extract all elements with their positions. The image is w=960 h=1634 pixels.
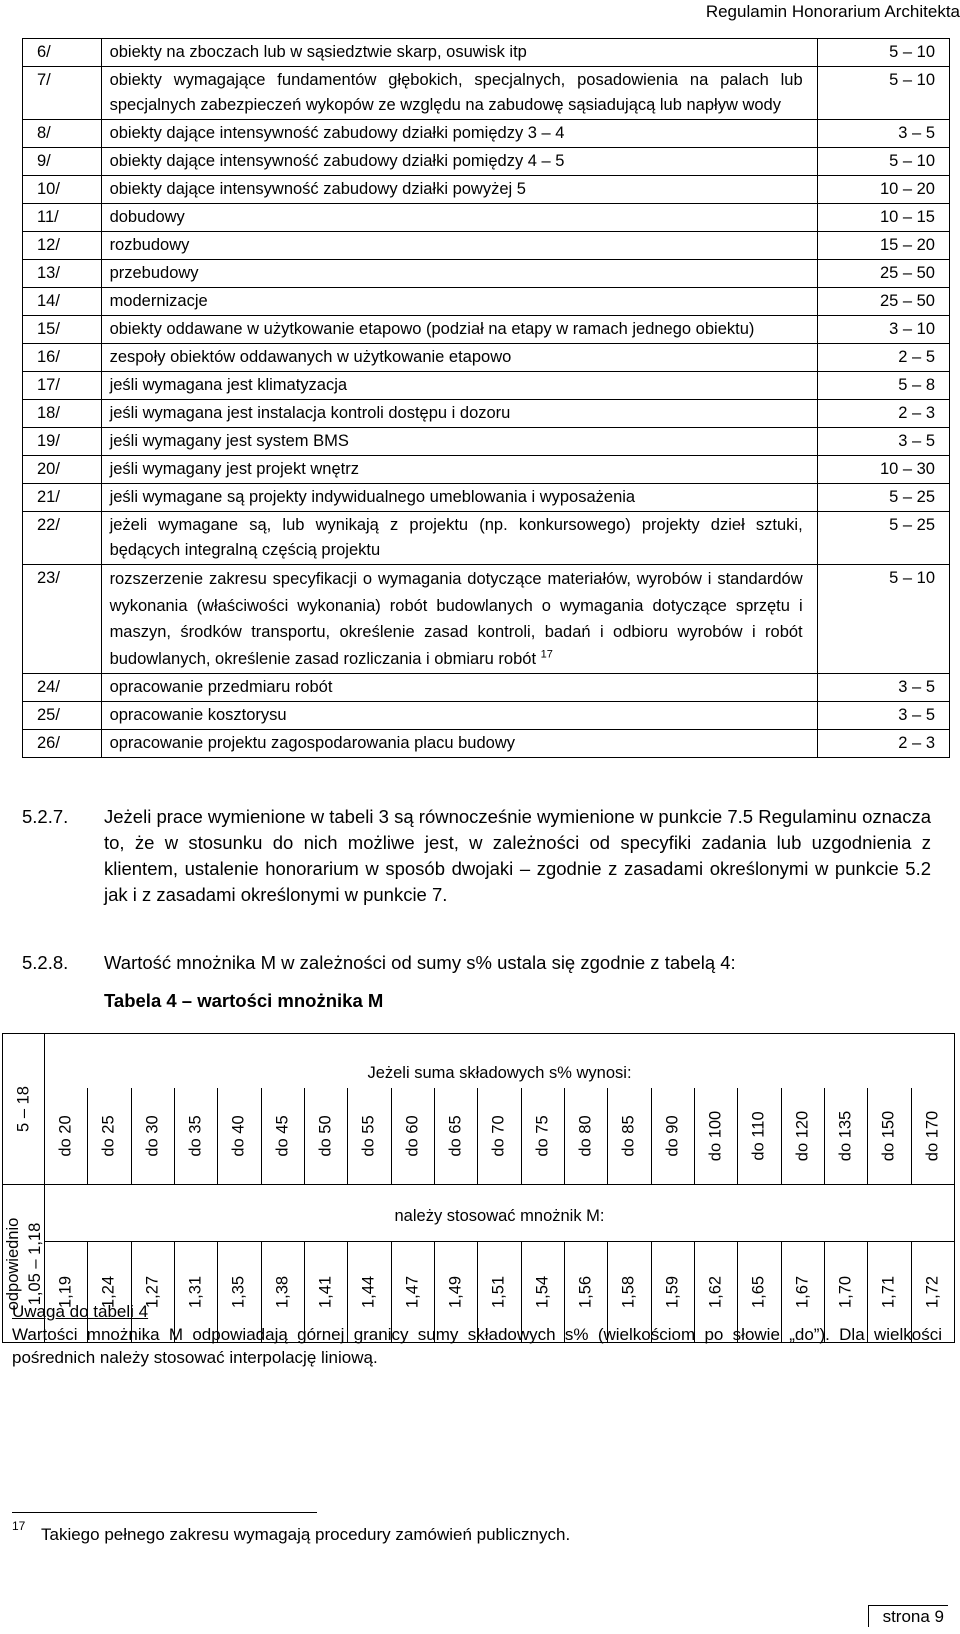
row-description <box>101 288 817 316</box>
threshold-cell <box>521 1088 564 1185</box>
row-number: 24/ <box>23 674 102 702</box>
multiplier-value: 1,24 <box>99 1275 118 1309</box>
multiplier-value: 1,70 <box>836 1275 855 1309</box>
row-value: 3 – 5 <box>817 674 949 702</box>
table-3-continuation <box>22 38 950 758</box>
row-value: 5 – 10 <box>817 565 949 674</box>
threshold-label: do 45 <box>273 1115 292 1157</box>
threshold-cell <box>564 1088 607 1185</box>
page-number: strona 9 <box>868 1605 948 1627</box>
threshold-cell <box>781 1088 824 1185</box>
row-value: 5 – 25 <box>817 484 949 512</box>
row-description-text: jeśli wymagana jest instalacja kontroli dostępu i dozoru <box>109 404 511 422</box>
threshold-cell <box>651 1088 694 1185</box>
row-description-text: jeśli wymagany jest system BMS <box>109 432 349 450</box>
multiplier-value: 1,19 <box>56 1275 75 1309</box>
threshold-label: do 110 <box>749 1111 768 1161</box>
table-row <box>23 674 950 702</box>
row-number: 10/ <box>23 176 102 204</box>
row-description <box>101 232 817 260</box>
threshold-cell <box>304 1088 347 1185</box>
row-description <box>101 730 817 758</box>
threshold-cell <box>478 1088 521 1185</box>
row-number: 26/ <box>23 730 102 758</box>
row-value: 10 – 20 <box>817 176 949 204</box>
row-value: 5 – 10 <box>817 148 949 176</box>
row-number: 21/ <box>23 484 102 512</box>
row-value: 5 – 8 <box>817 372 949 400</box>
multiplier-value: 1,41 <box>316 1275 335 1309</box>
note-title: Uwaga do tabeli 4 <box>12 1302 149 1321</box>
multiplier-value: 1,56 <box>576 1275 595 1309</box>
table-row <box>23 120 950 148</box>
threshold-cell <box>911 1088 954 1185</box>
threshold-label: do 20 <box>56 1115 75 1157</box>
multiplier-value: 1,49 <box>446 1275 465 1309</box>
row-number: 6/ <box>23 39 102 67</box>
paragraph-number: 5.2.7. <box>22 806 69 827</box>
row-description <box>101 260 817 288</box>
multiplier-value: 1,35 <box>229 1275 248 1309</box>
first-range-cell <box>3 1034 45 1185</box>
threshold-label: do 80 <box>576 1115 595 1157</box>
threshold-label: do 40 <box>229 1115 248 1157</box>
row-description <box>101 400 817 428</box>
paragraph-5-2-8 <box>22 950 931 976</box>
first-multiplier-value: 1,05 – 1,18 <box>25 1222 44 1305</box>
table-row <box>23 702 950 730</box>
row-number: 9/ <box>23 148 102 176</box>
row-description-text: rozbudowy <box>109 236 190 254</box>
row-value: 3 – 10 <box>817 316 949 344</box>
row-description-text: jeśli wymagany jest projekt wnętrz <box>109 460 359 478</box>
row-description <box>101 674 817 702</box>
table-row <box>23 428 950 456</box>
threshold-label: do 85 <box>619 1115 638 1157</box>
table-row <box>23 565 950 674</box>
footnote-reference: 17 <box>540 648 553 660</box>
row-number: 14/ <box>23 288 102 316</box>
row-number: 11/ <box>23 204 102 232</box>
table-row <box>23 316 950 344</box>
row-description-text: obiekty dające intensywność zabudowy działki powyżej 5 <box>109 180 526 198</box>
row-value: 10 – 30 <box>817 456 949 484</box>
multiplier-value: 1,58 <box>619 1275 638 1309</box>
table-4-title: Tabela 4 – wartości mnożnika M <box>104 990 384 1011</box>
row-description-text: obiekty wymagające fundamentów głębokich, specjalnych, posadowienia na palach lub specjalnych zabezpieczeń wykopów ze względu na zabudowę sąsiadującą lub napływ wody <box>109 71 803 114</box>
row-value: 10 – 15 <box>817 204 949 232</box>
first-range: 5 – 18 <box>14 1086 32 1132</box>
table-row <box>23 67 950 120</box>
multiplier-value: 1,44 <box>359 1275 378 1309</box>
table-row <box>23 730 950 758</box>
row-description-text: przebudowy <box>109 264 199 282</box>
row-value: 2 – 3 <box>817 400 949 428</box>
row-value: 5 – 10 <box>817 39 949 67</box>
row-description <box>101 484 817 512</box>
multiplier-value: 1,31 <box>186 1275 205 1309</box>
row-description-text: obiekty oddawane w użytkowanie etapowo (podział na etapy w ramach jednego obiektu) <box>109 320 755 338</box>
row-description-text: jeśli wymagana jest klimatyzacja <box>109 376 348 394</box>
threshold-label: do 60 <box>403 1115 422 1157</box>
table-row <box>23 204 950 232</box>
row-value: 15 – 20 <box>817 232 949 260</box>
footnote-number: 17 <box>12 1519 26 1533</box>
threshold-cell <box>131 1088 174 1185</box>
row-description-text: modernizacje <box>109 292 208 310</box>
row-value: 25 – 50 <box>817 288 949 316</box>
row-number: 12/ <box>23 232 102 260</box>
note-text: Wartości mnożnika M odpowiadają górnej granicy sumy składowych s% (wielkościom po słowie „do”). Dla wielkości pośrednich należy stosować interpolację liniową. <box>12 1325 942 1367</box>
threshold-cell <box>738 1088 781 1185</box>
row-description <box>101 67 817 120</box>
table-row <box>23 456 950 484</box>
row-number: 8/ <box>23 120 102 148</box>
row-description <box>101 428 817 456</box>
threshold-cell <box>261 1088 304 1185</box>
multiplier-value: 1,65 <box>749 1275 768 1309</box>
row-number: 7/ <box>23 67 102 120</box>
row-value: 3 – 5 <box>817 428 949 456</box>
threshold-cell <box>88 1088 131 1185</box>
first-multiplier <box>2 1217 46 1310</box>
table-row <box>23 288 950 316</box>
row-description <box>101 39 817 67</box>
row-description-text: dobudowy <box>109 208 185 226</box>
threshold-label: do 75 <box>533 1115 552 1157</box>
row-number: 20/ <box>23 456 102 484</box>
row-description <box>101 176 817 204</box>
threshold-cell <box>608 1088 651 1185</box>
threshold-cell <box>174 1088 217 1185</box>
table-row <box>23 260 950 288</box>
threshold-label: do 30 <box>143 1115 162 1157</box>
caption-top: Jeżeli suma składowych s% wynosi: <box>45 1034 955 1089</box>
threshold-label: do 55 <box>359 1115 378 1157</box>
row-description <box>101 702 817 730</box>
row-number: 22/ <box>23 512 102 565</box>
paragraph-5-2-7 <box>22 804 931 908</box>
paragraph-number: 5.2.8. <box>22 952 69 973</box>
table-row <box>23 232 950 260</box>
row-value: 25 – 50 <box>817 260 949 288</box>
row-description <box>101 204 817 232</box>
threshold-label: do 170 <box>923 1110 942 1162</box>
multiplier-value: 1,72 <box>923 1275 942 1309</box>
table-4-note <box>12 1300 942 1369</box>
threshold-cell <box>391 1088 434 1185</box>
multiplier-value: 1,59 <box>663 1275 682 1309</box>
row-value: 2 – 3 <box>817 730 949 758</box>
threshold-cell <box>824 1088 867 1185</box>
table-row <box>23 400 950 428</box>
table-4-multiplier <box>2 1033 955 1343</box>
table-row <box>23 484 950 512</box>
row-number: 18/ <box>23 400 102 428</box>
row-value: 2 – 5 <box>817 344 949 372</box>
row-description-text: opracowanie przedmiaru robót <box>109 678 333 696</box>
first-multiplier-label: odpowiednio <box>3 1217 22 1310</box>
row-description-text: jeśli wymagane są projekty indywidualnego umeblowania i wyposażenia <box>109 488 636 506</box>
threshold-cell <box>218 1088 261 1185</box>
table-row <box>23 39 950 67</box>
footnote <box>12 1519 571 1545</box>
threshold-label: do 90 <box>663 1115 682 1157</box>
row-value: 5 – 10 <box>817 67 949 120</box>
threshold-label: do 100 <box>706 1110 725 1162</box>
row-number: 19/ <box>23 428 102 456</box>
row-description <box>101 456 817 484</box>
threshold-cell <box>868 1088 911 1185</box>
row-value: 3 – 5 <box>817 702 949 730</box>
threshold-label: do 70 <box>489 1115 508 1157</box>
row-number: 15/ <box>23 316 102 344</box>
row-number: 17/ <box>23 372 102 400</box>
row-description <box>101 372 817 400</box>
row-number: 23/ <box>23 565 102 674</box>
row-description-text: obiekty dające intensywność zabudowy działki pomiędzy 4 – 5 <box>109 152 565 170</box>
row-number: 16/ <box>23 344 102 372</box>
table-row <box>23 512 950 565</box>
multiplier-value: 1,38 <box>273 1275 292 1309</box>
table-row <box>23 344 950 372</box>
row-description-text: opracowanie kosztorysu <box>109 706 287 724</box>
threshold-label: do 65 <box>446 1115 465 1157</box>
paragraph-text: Jeżeli prace wymienione w tabeli 3 są równocześnie wymienione w punkcie 7.5 Regulaminu oznacza to, że w stosunku do nich możliwe jest, w zależności od specyfiki zadania lub uzgodnienia z klientem, ustalenie honorarium w sposób dwojaki – zgodnie z zasadami określonymi w punkcie 5.2 jak i z zasadami określonymi w punkcie 7. <box>104 806 931 905</box>
multiplier-value: 1,27 <box>143 1275 162 1309</box>
footnote-text: Takiego pełnego zakresu wymagają procedury zamówień publicznych. <box>41 1525 571 1544</box>
threshold-label: do 120 <box>793 1110 812 1162</box>
row-description <box>101 148 817 176</box>
row-value: 3 – 5 <box>817 120 949 148</box>
row-value: 5 – 25 <box>817 512 949 565</box>
row-description <box>101 512 817 565</box>
threshold-label: do 150 <box>879 1110 898 1162</box>
multiplier-value: 1,62 <box>706 1275 725 1309</box>
row-description-text: rozszerzenie zakresu specyfikacji o wymagania dotyczące materiałów, wyrobów i standardów wykonania (właściwości wykonania) robót budowlanych o wymagania dotyczące sprzętu i maszyn, środków transportu, określenie zasad kontroli, badań i odbioru wyrobów i robót budowlanych, określenie zasad rozliczania i obmiaru robót <box>109 570 803 668</box>
row-description <box>101 120 817 148</box>
multiplier-value: 1,67 <box>793 1275 812 1309</box>
multiplier-value: 1,51 <box>489 1275 508 1309</box>
threshold-label: do 35 <box>186 1115 205 1157</box>
threshold-cell <box>45 1088 88 1185</box>
row-description-text: obiekty dające intensywność zabudowy działki pomiędzy 3 – 4 <box>109 124 565 142</box>
table-row <box>23 148 950 176</box>
document-header: Regulamin Honorarium Architekta <box>705 2 960 21</box>
row-description-text: opracowanie projektu zagospodarowania placu budowy <box>109 734 515 752</box>
multiplier-value: 1,47 <box>403 1275 422 1309</box>
row-description <box>101 344 817 372</box>
row-description <box>101 316 817 344</box>
footnote-separator <box>12 1512 317 1513</box>
threshold-cell <box>694 1088 737 1185</box>
row-description-text: obiekty na zboczach lub w sąsiedztwie skarp, osuwisk itp <box>109 43 527 61</box>
threshold-label: do 50 <box>316 1115 335 1157</box>
threshold-label: do 25 <box>99 1115 118 1157</box>
row-number: 13/ <box>23 260 102 288</box>
threshold-cell <box>348 1088 391 1185</box>
row-description <box>101 565 817 674</box>
threshold-label: do 135 <box>836 1110 855 1162</box>
caption-mid: należy stosować mnożnik M: <box>45 1185 955 1242</box>
multiplier-value: 1,54 <box>533 1275 552 1309</box>
table-row <box>23 176 950 204</box>
table-row <box>23 372 950 400</box>
threshold-cell <box>434 1088 477 1185</box>
multiplier-value: 1,71 <box>879 1275 898 1309</box>
paragraph-text: Wartość mnożnika M w zależności od sumy s% ustala się zgodnie z tabelą 4: <box>104 952 736 973</box>
row-description-text: zespoły obiektów oddawanych w użytkowanie etapowo <box>109 348 512 366</box>
row-description-text: jeżeli wymagane są, lub wynikają z projektu (np. konkursowego) projekty dzieł sztuki, będących integralną częścią projektu <box>109 516 803 559</box>
row-number: 25/ <box>23 702 102 730</box>
